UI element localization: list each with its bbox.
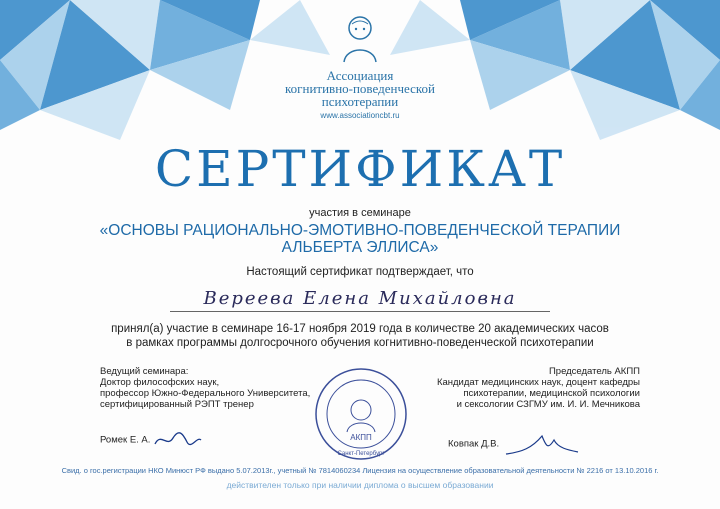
seminar-name-line-1: «ОСНОВЫ РАЦИОНАЛЬНО-ЭМОТИВНО-ПОВЕДЕНЧЕСКОЙ ТЕРАПИИ — [99, 222, 621, 239]
leader-role: Ведущий семинара: — [100, 366, 189, 377]
validity-footer: действителен только при наличии диплома о высшем образовании — [226, 480, 494, 490]
name-underline — [170, 311, 550, 312]
association-logo — [270, 8, 450, 120]
leader-name: Ромек Е. А. — [100, 434, 151, 446]
participation-line-1: принял(а) участие в семинаре 16-17 ноября 2019 года в количестве 20 академических часов — [111, 323, 609, 335]
seminar-leader-block — [100, 366, 320, 410]
registration-footer: Свид. о гос.регистрации НКО Минюст РФ выдано 5.07.2013г., учетный № 7814060234 Лицензия на осуществление образовательной деятельности № 2216 от 13.10.2016 г. — [61, 466, 659, 475]
logo-line-2: когнитивно-поведенческой — [285, 81, 435, 96]
official-seal — [313, 366, 409, 462]
chairman-title-3: и сексологии СЗГМУ им. И. И. Мечникова — [456, 399, 640, 410]
certificate-title: СЕРТИФИКАТ — [154, 140, 566, 198]
participation-line-2: в рамках программы долгосрочного обучения когнитивно-поведенческой психотерапии — [126, 337, 594, 349]
chairman-title-1: Кандидат медицинских наук, доцент кафедры — [436, 377, 640, 388]
leader-title-1: Доктор философских наук, — [100, 377, 220, 388]
chairman-signature — [448, 430, 582, 458]
seminar-name — [0, 222, 720, 256]
recipient-name: Вереева Елена Михайловна — [203, 288, 517, 309]
leader-title-2: профессор Южно-Федерального Университета, — [100, 388, 311, 399]
portrait-icon — [332, 8, 388, 64]
signature-scribble-icon — [502, 430, 582, 458]
chairman-name: Ковпак Д.В. — [448, 438, 500, 450]
leader-title-3: сертифицированный РЭПТ тренер — [100, 399, 254, 410]
signature-scribble-icon — [153, 430, 203, 450]
chairman-title-2: психотерапии, медицинской психологии — [463, 388, 640, 399]
seminar-name-line-2: АЛЬБЕРТА ЭЛЛИСА» — [281, 239, 439, 256]
seal-center-text: АКПП — [350, 433, 372, 442]
participation-text — [0, 322, 720, 350]
confirm-text: Настоящий сертификат подтверждает, что — [246, 266, 474, 278]
logo-line-1: Ассоциация — [326, 68, 394, 83]
logo-line-3: психотерапии — [321, 94, 399, 109]
chairman-role: Председатель АКПП — [548, 366, 640, 377]
certificate-subtitle: участия в семинаре — [309, 207, 411, 219]
logo-website: www.associationcbt.ru — [320, 111, 400, 120]
chairman-block — [420, 366, 640, 410]
seal-city-text: Санкт-Петербург — [337, 451, 385, 457]
leader-signature — [100, 430, 203, 450]
